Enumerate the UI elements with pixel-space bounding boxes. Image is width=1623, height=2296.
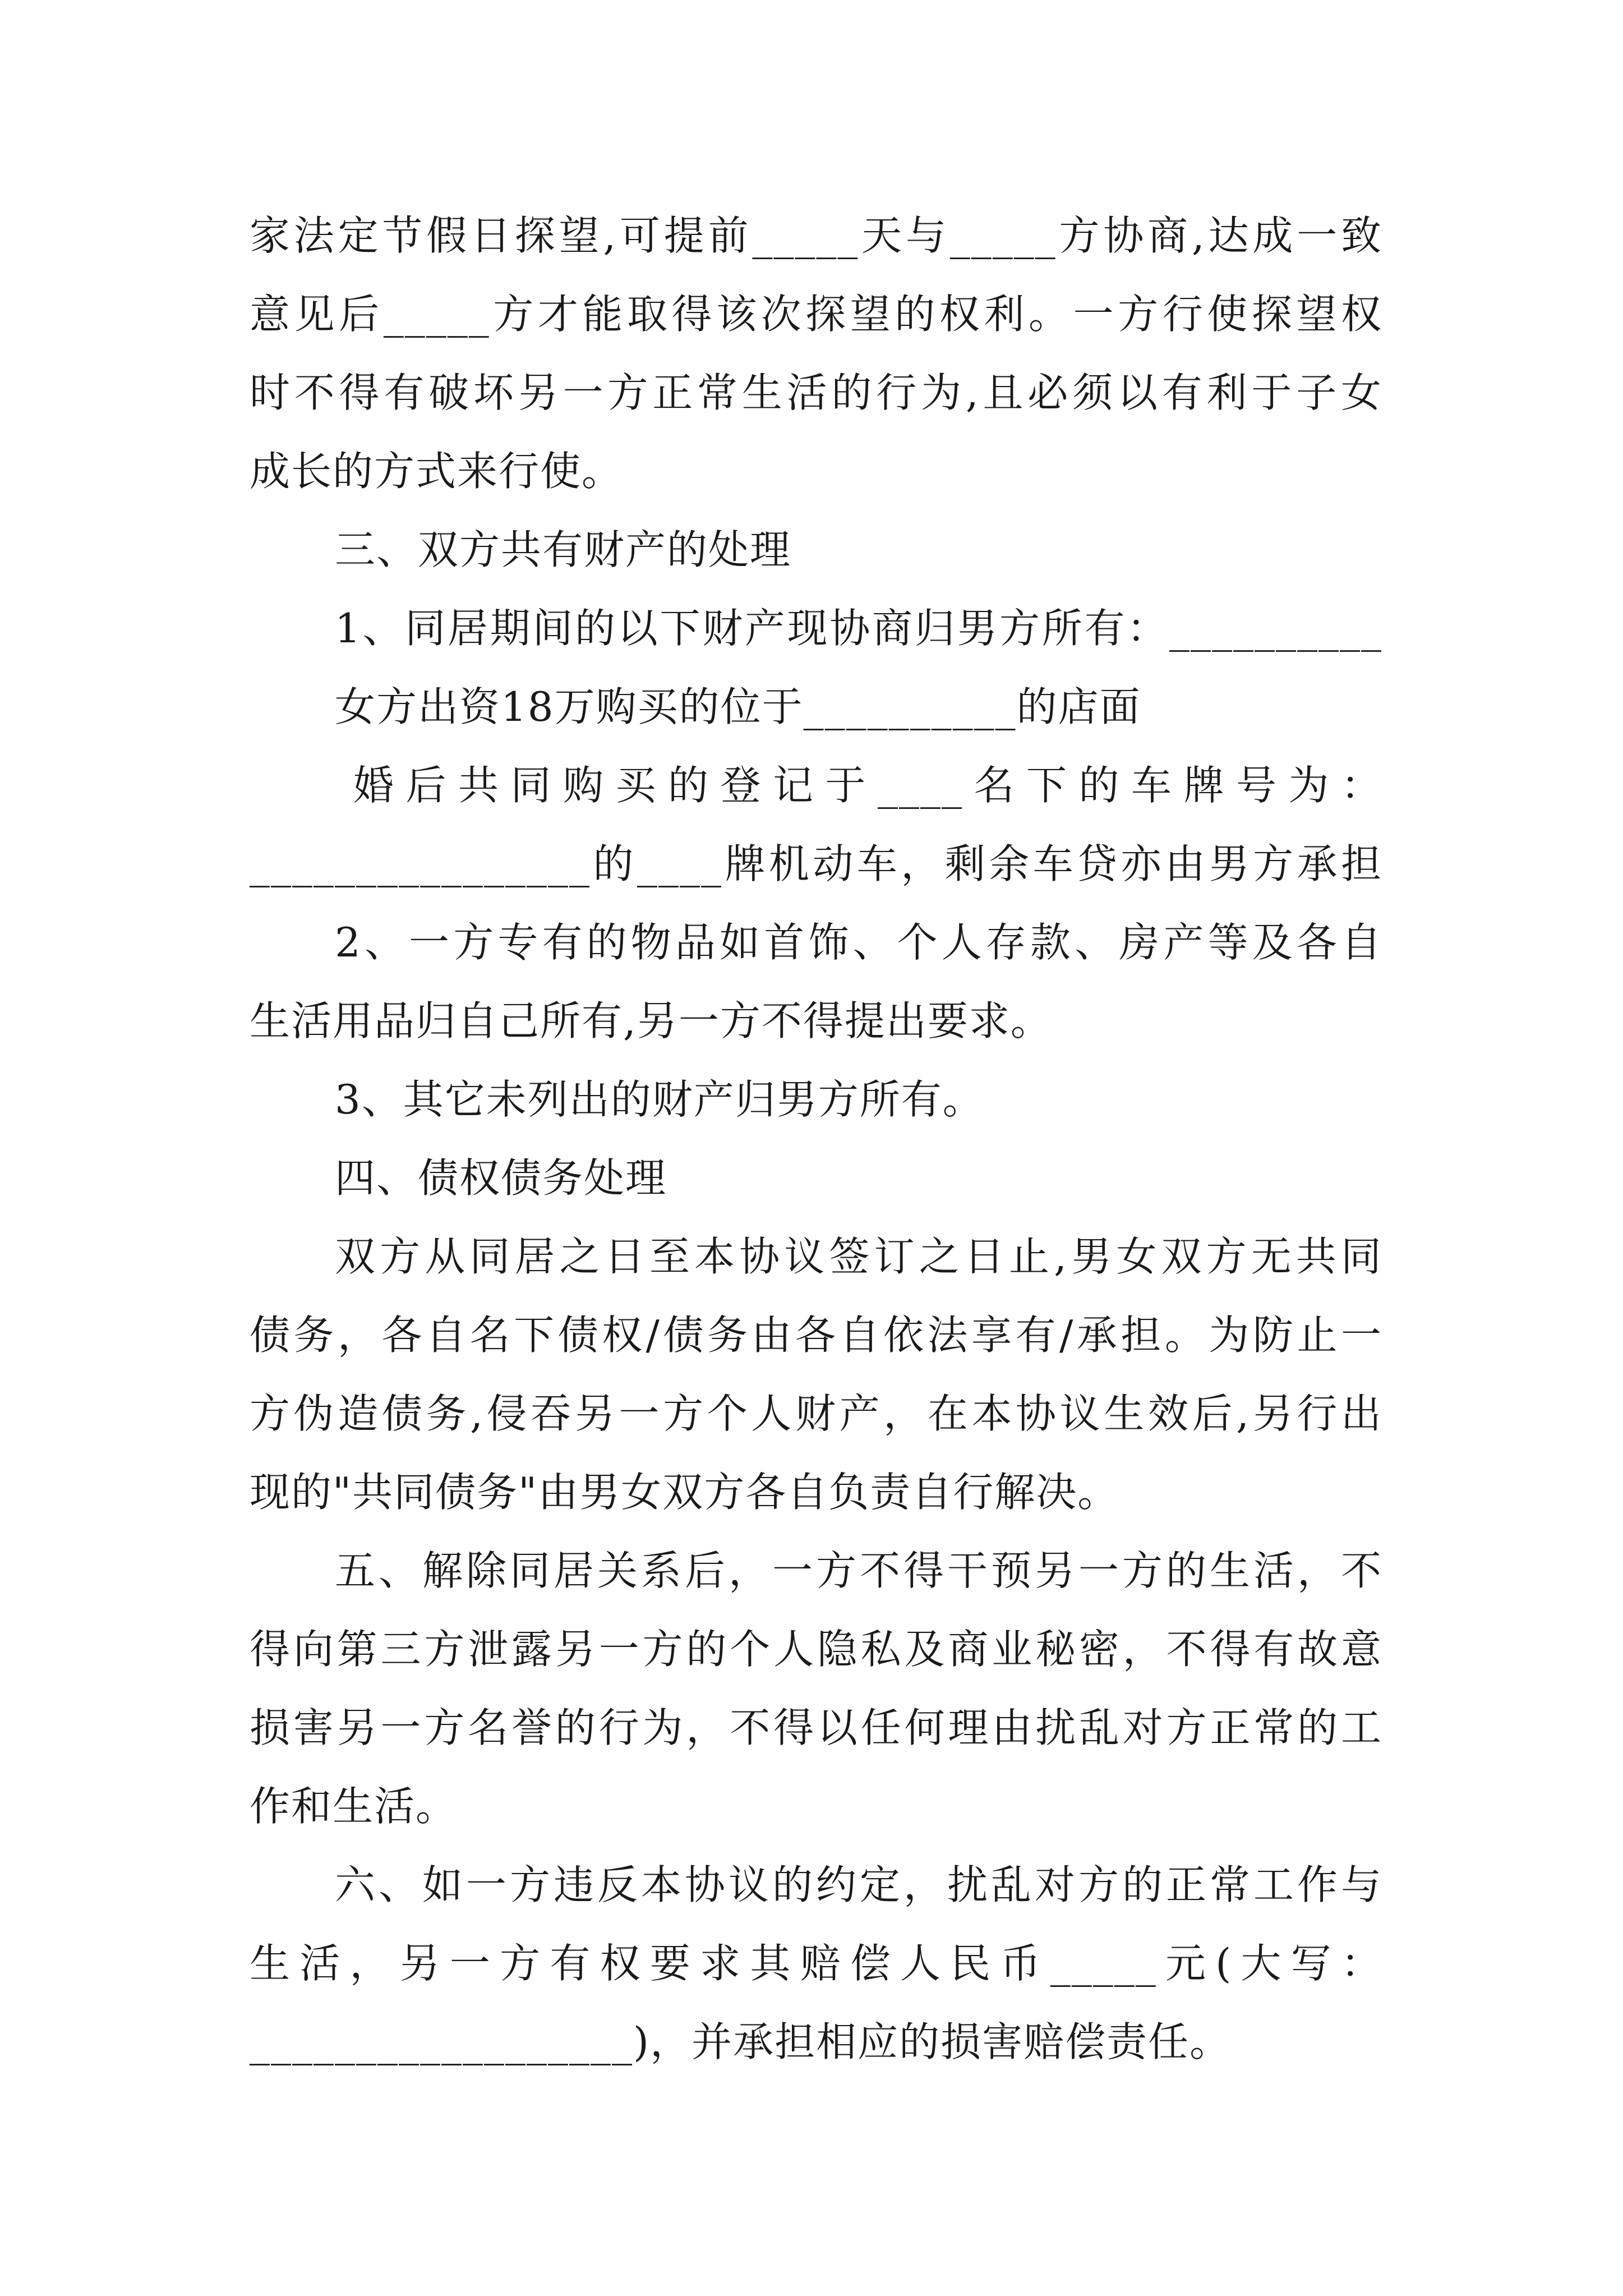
section-heading: 四、债权债务处理	[335, 1154, 667, 1202]
paragraph-line: 3、其它未列出的财产归男方所有。	[335, 1076, 984, 1123]
paragraph-line: 方伪造债务,侵吞另一方个人财产，在本协议生效后,另行出	[250, 1390, 1382, 1437]
paragraph-line: 2、一方专有的物品如首饰、个人存款、房产等及各自	[335, 919, 1382, 966]
paragraph-line: ________________的____牌机动车，剩余车贷亦由男方承担	[250, 840, 1382, 887]
paragraph-line: 六、如一方违反本协议的约定，扰乱对方的正常工作与	[335, 1861, 1382, 1908]
paragraph-line: 生活，另一方有权要求其赔偿人民币_____元(大写：	[250, 1940, 1382, 1987]
paragraph-line: 1、同居期间的以下财产现协商归男方所有：__________	[335, 605, 1382, 652]
paragraph-line: 现的"共同债务"由男女双方各自负责自行解决。	[250, 1469, 1119, 1516]
paragraph-line: 债务，各自名下债权/债务由各自依法享有/承担。为防止一	[250, 1312, 1382, 1359]
paragraph-line: 生活用品归自己所有,另一方不得提出要求。	[250, 997, 1052, 1045]
paragraph-line: 婚后共同购买的登记于____名下的车牌号为：	[353, 762, 1382, 809]
section-heading: 三、双方共有财产的处理	[335, 526, 792, 573]
paragraph-line: 意见后_____方才能取得该次探望的权利。一方行使探望权	[250, 291, 1382, 338]
paragraph-line: 成长的方式来行使。	[250, 448, 624, 495]
paragraph-line: __________________)，并承担相应的损害赔偿责任。	[250, 2018, 1232, 2065]
paragraph-line: 家法定节假日探望,可提前_____天与_____方协商,达成一致	[250, 212, 1382, 259]
paragraph-line: 损害另一方名誉的行为，不得以任何理由扰乱对方正常的工	[250, 1704, 1382, 1751]
paragraph-line: 作和生活。	[250, 1783, 458, 1830]
paragraph-line: 五、解除同居关系后，一方不得干预另一方的生活，不	[335, 1547, 1382, 1594]
paragraph-line: 时不得有破坏另一方正常生活的行为,且必须以有利于子女	[250, 369, 1382, 416]
paragraph-line: 得向第三方泄露另一方的个人隐私及商业秘密，不得有故意	[250, 1626, 1382, 1673]
paragraph-line: 双方从同居之日至本协议签订之日止,男女双方无共同	[335, 1233, 1382, 1280]
paragraph-line: 女方出资18万购买的位于__________的店面	[335, 683, 1141, 730]
